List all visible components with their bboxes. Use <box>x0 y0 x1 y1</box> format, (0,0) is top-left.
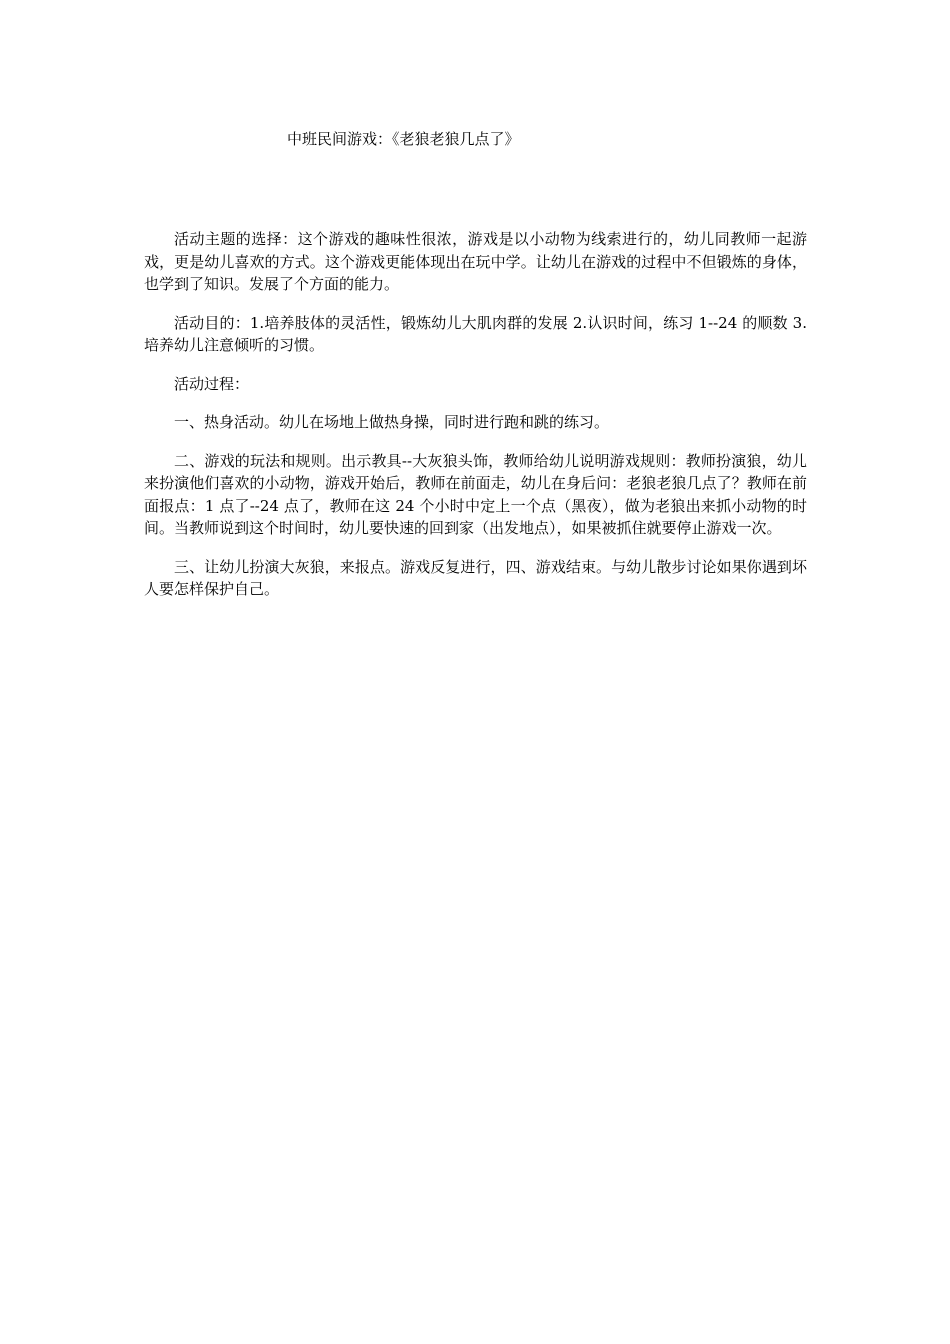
paragraph-ending: 三、让幼儿扮演大灰狼，来报点。游戏反复进行，四、游戏结束。与幼儿散步讨论如果你遇到坏人要怎样保护自己。 <box>144 557 807 598</box>
paragraph-theme: 活动主题的选择：这个游戏的趣味性很浓，游戏是以小动物为线索进行的，幼儿同教师一起游戏，更是幼儿喜欢的方式。这个游戏更能体现出在玩中学。让幼儿在游戏的过程中不但锻炼的身体，也学到了知识。发展了个方面的能力。 <box>144 230 807 293</box>
paragraph-process-heading: 活动过程： <box>174 374 250 393</box>
document-title: 中班民间游戏：《老狼老狼几点了》 <box>287 130 520 148</box>
paragraph-rules: 二、游戏的玩法和规则。出示教具--大灰狼头饰，教师给幼儿说明游戏规则：教师扮演狼，幼儿来扮演他们喜欢的小动物，游戏开始后，教师在前面走，幼儿在身后问：老狼老狼几点了？教师在前面报点：1 点了--24 点了，教师在这 24 个小时中定上一个点（黑夜），做为老狼出来抓小动物的时间。当教师说到这个时间时，幼儿要快速的回到家（出发地点），如果被抓住就要停止游戏一次。 <box>144 451 807 537</box>
document-body <box>144 228 807 617</box>
paragraph-goals: 活动目的：1.培养肢体的灵活性，锻炼幼儿大肌肉群的发展 2.认识时间，练习 1--24 的顺数 3. 培养幼儿注意倾听的习惯。 <box>144 313 807 354</box>
paragraph-warmup: 一、热身活动。幼儿在场地上做热身操，同时进行跑和跳的练习。 <box>174 413 610 431</box>
